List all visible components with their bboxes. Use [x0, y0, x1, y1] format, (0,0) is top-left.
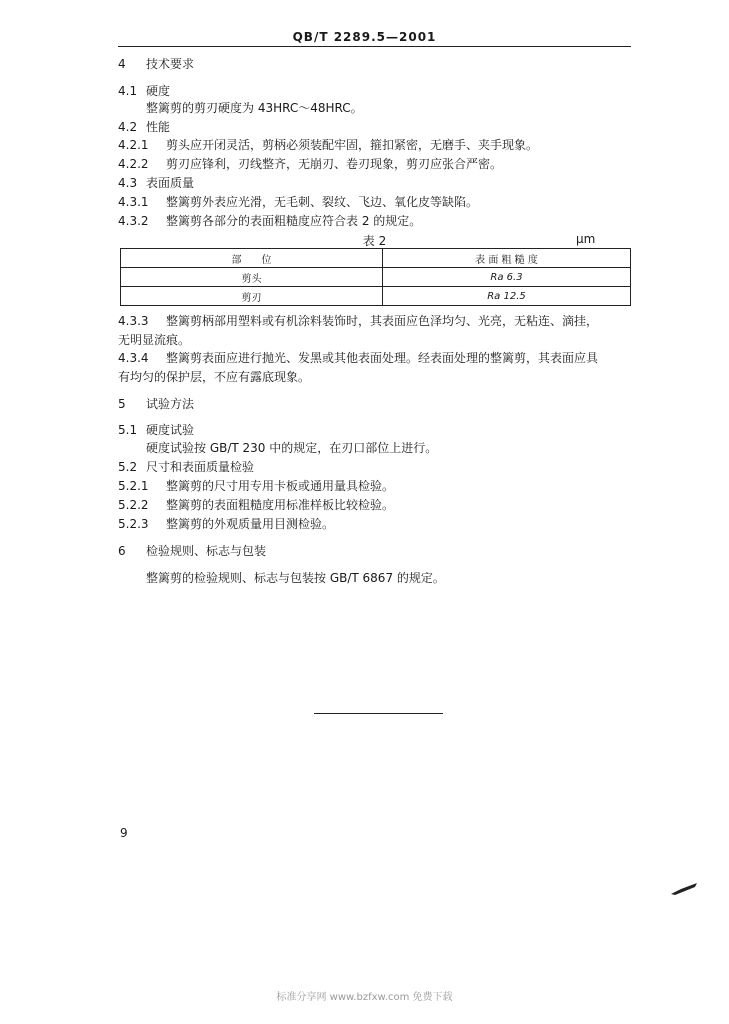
table-header-row	[121, 249, 631, 268]
table-unit: μm	[576, 232, 596, 246]
paragraph-6: 整篱剪的检验规则、标志与包装按 GB/T 6867 的规定。	[146, 571, 445, 585]
clause-5-2-2	[118, 497, 394, 513]
clause-text: 整篱剪的外观质量用目测检验。	[166, 517, 335, 531]
clause-4-2-2	[118, 156, 502, 172]
clause-number: 4.3.3	[118, 314, 149, 328]
paragraph-4-1: 整篱剪的剪刃硬度为 43HRC～48HRC。	[146, 101, 363, 115]
header-rule	[118, 46, 631, 47]
clause-number: 4.3.4	[118, 351, 149, 365]
heading-title: 尺寸和表面质量检验	[146, 460, 255, 474]
table-header-roughness: 表 面 粗 糙 度	[383, 249, 631, 268]
clause-number: 4.3.1	[118, 195, 149, 209]
scan-mark-icon	[671, 883, 697, 895]
clause-4-3-4-cont: 有均匀的保护层，不应有露底现象。	[118, 370, 311, 384]
heading-title: 性能	[146, 120, 171, 134]
clause-text: 整篱剪各部分的表面粗糙度应符合表 2 的规定。	[166, 214, 422, 228]
end-rule	[314, 713, 443, 714]
clause-number: 5.2.3	[118, 517, 149, 531]
standard-code: QB/T 2289.5—2001	[292, 30, 437, 44]
clause-text: 剪头应开闭灵活，剪柄必须装配牢固，箍扣紧密，无磨手、夹手现象。	[166, 138, 539, 152]
heading-title: 技术要求	[146, 57, 195, 71]
clause-4-3-4	[118, 350, 598, 366]
roughness-table	[120, 248, 631, 306]
clause-text: 整篱剪外表应光滑，无毛刺、裂纹、飞边、氧化皮等缺陷。	[166, 195, 479, 209]
clause-number: 5.2.1	[118, 479, 149, 493]
heading-title: 检验规则、标志与包装	[146, 544, 267, 558]
heading-title: 硬度试验	[146, 423, 195, 437]
heading-number: 4.3	[118, 176, 138, 190]
heading-5-1	[118, 422, 194, 438]
heading-number: 5.2	[118, 460, 138, 474]
heading-5	[118, 396, 194, 412]
clause-number: 4.2.1	[118, 138, 149, 152]
clause-4-2-1	[118, 137, 538, 153]
clause-number: 4.3.2	[118, 214, 149, 228]
clause-text: 整篱剪的表面粗糙度用标准样板比较检验。	[166, 498, 395, 512]
heading-4-2	[118, 119, 170, 135]
table-row	[121, 287, 631, 306]
table-cell-part: 剪头	[121, 268, 383, 287]
table-cell-roughness: Ra 6.3	[383, 268, 631, 287]
heading-number: 4.1	[118, 84, 138, 98]
clause-number: 5.2.2	[118, 498, 149, 512]
heading-number: 5	[118, 397, 126, 411]
clause-4-3-3-cont: 无明显流痕。	[118, 333, 191, 347]
table-cell-roughness: Ra 12.5	[383, 287, 631, 306]
heading-5-2	[118, 459, 254, 475]
table-cell-part: 剪刃	[121, 287, 383, 306]
heading-number: 5.1	[118, 423, 138, 437]
heading-4-1	[118, 83, 170, 99]
table-title: 表 2	[362, 234, 387, 248]
heading-6	[118, 543, 266, 559]
clause-4-3-1	[118, 194, 478, 210]
clause-text: 整篱剪的尺寸用专用卡板或通用量具检验。	[166, 479, 395, 493]
footer-watermark: 标准分享网 www.bzfxw.com 免费下载	[276, 992, 453, 1003]
clause-number: 4.2.2	[118, 157, 149, 171]
page-number: 9	[120, 826, 128, 840]
paragraph-5-1: 硬度试验按 GB/T 230 中的规定，在刃口部位上进行。	[146, 441, 438, 455]
table-row	[121, 268, 631, 287]
clause-5-2-3	[118, 516, 334, 532]
heading-number: 6	[118, 544, 126, 558]
heading-title: 试验方法	[146, 397, 195, 411]
heading-title: 硬度	[146, 84, 171, 98]
clause-5-2-1	[118, 478, 394, 494]
heading-4-3	[118, 175, 194, 191]
heading-number: 4.2	[118, 120, 138, 134]
clause-4-3-2	[118, 213, 421, 229]
heading-4	[118, 56, 194, 72]
table-header-part: 部 位	[121, 249, 383, 268]
clause-text: 整篱剪表面应进行抛光、发黑或其他表面处理。经表面处理的整篱剪，其表面应具	[166, 351, 599, 365]
heading-title: 表面质量	[146, 176, 195, 190]
heading-number: 4	[118, 57, 126, 71]
clause-4-3-3	[118, 313, 598, 329]
clause-text: 整篱剪柄部用塑料或有机涂料装饰时，其表面应色泽均匀、光亮，无粘连、滴挂，	[166, 314, 599, 328]
clause-text: 剪刃应锋利，刃线整齐，无崩刃、卷刃现象，剪刃应张合严密。	[166, 157, 503, 171]
